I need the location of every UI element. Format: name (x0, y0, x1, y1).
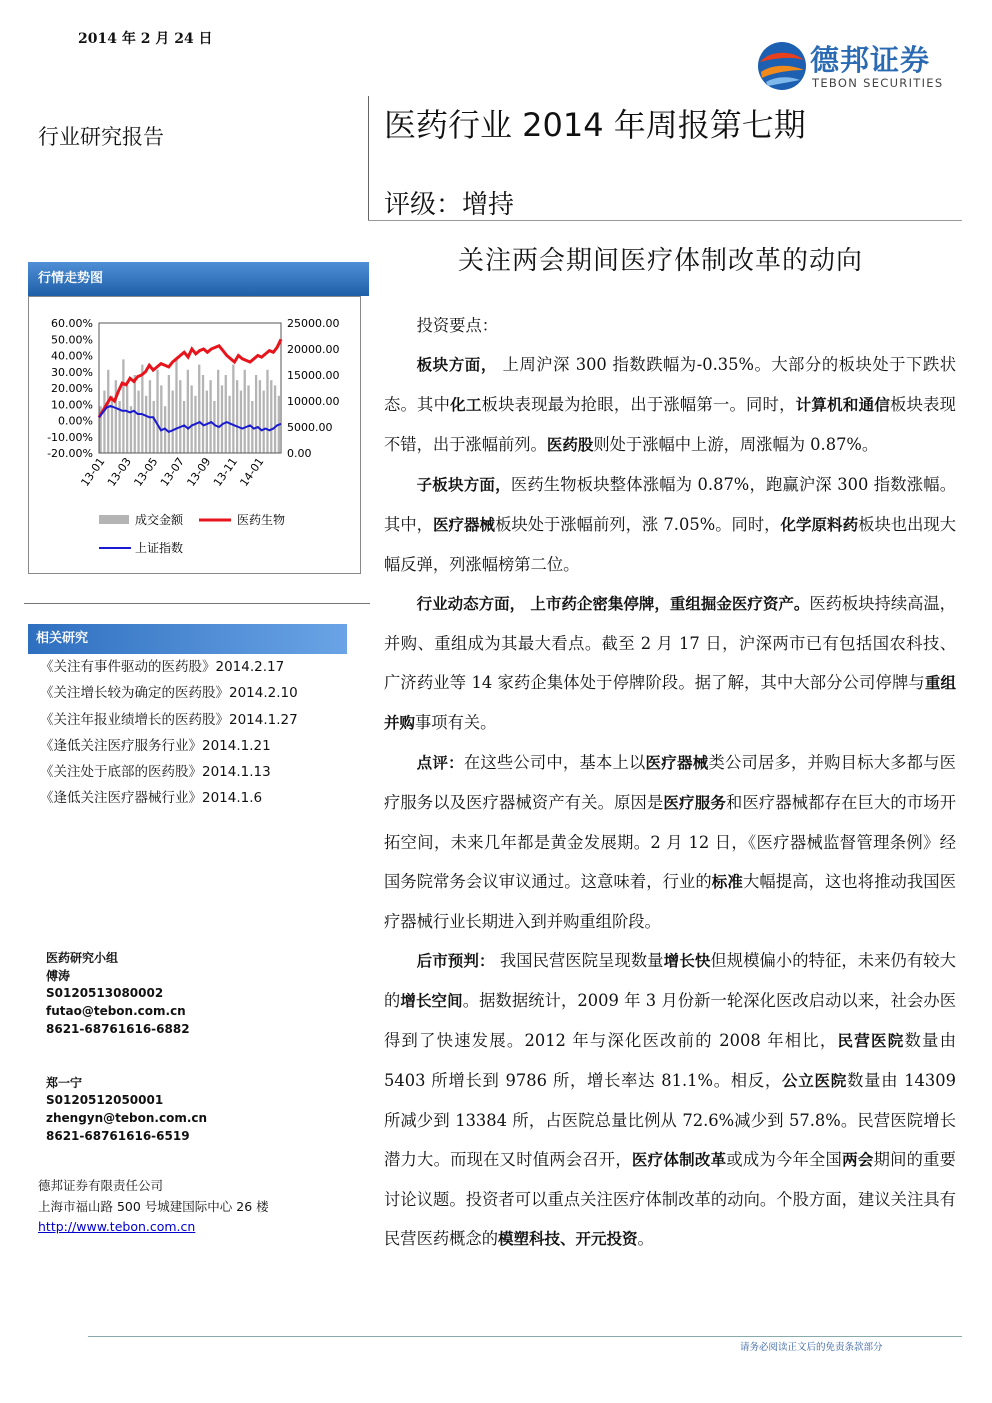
paragraph-subsector (384, 465, 956, 584)
volume-bar (160, 385, 162, 453)
x-tick-label: 14-01 (237, 455, 267, 489)
logo-text-en: TEBON SECURITIES (812, 76, 944, 90)
volume-bar (247, 385, 249, 453)
para-highlight: 标准 (711, 873, 744, 891)
legend-swatch-volume (99, 515, 129, 524)
footer-disclaimer: 请务必阅读正文后的免责条款部分 (740, 1342, 883, 1353)
para-text: 。 (637, 1229, 654, 1248)
report-date: 2014 年 2 月 24 日 (78, 31, 213, 47)
x-tick-label: 13-07 (157, 455, 187, 489)
para-text: 或成为今年全国 (726, 1150, 843, 1169)
y-left-tick-label: 0.00% (58, 414, 93, 428)
para-highlight: 增长空间 (400, 992, 463, 1010)
paragraph-outlook (384, 941, 956, 1259)
volume-bar (179, 380, 181, 453)
volume-bar (270, 380, 272, 453)
x-axis (78, 455, 266, 489)
sidebar-divider (24, 603, 370, 604)
para-highlight: 公立医院 (781, 1072, 848, 1090)
volume-bar (156, 370, 158, 453)
volume-bar (126, 385, 128, 453)
company-address: 上海市福山路 500 号城建国际中心 26 楼 (38, 1198, 269, 1214)
legend-label-volume: 成交金额 (135, 513, 184, 527)
para-lead: 子板块方面， (416, 476, 511, 494)
para-text: 。据数据统计，2009 年 3 月份新一轮深化医改启动以来，社会办医得到了快速发展。2012 年与深化医改前的 2008 年相比， (384, 991, 956, 1050)
trend-chart (28, 296, 361, 574)
volume-bar (103, 391, 105, 453)
paragraph-industry-news (384, 584, 956, 743)
header-divider-horizontal (368, 220, 962, 221)
para-highlight: 医疗体制改革 (631, 1151, 727, 1169)
para-highlight: 医药股 (546, 436, 594, 454)
y-right-tick-label: 20000.00 (287, 343, 340, 356)
legend-label-pharma: 医药生物 (237, 513, 286, 527)
related-item[interactable]: 《关注增长较为确定的医药股》2014.2.10 (40, 685, 298, 702)
report-body (384, 306, 956, 1259)
trend-chart-svg (29, 297, 360, 573)
paragraph-comment (384, 743, 956, 941)
company-logo (756, 36, 956, 96)
y-right-tick-label: 15000.00 (287, 369, 340, 382)
volume-bar (274, 385, 276, 453)
y-left-tick-label: 50.00% (51, 333, 93, 347)
rating: 评级：增持 (384, 190, 515, 220)
para-text: 数量由 5403 所增长到 9786 所，增长率达 81.1%。相反， (384, 1031, 956, 1090)
volume-bar (191, 385, 193, 453)
related-item[interactable]: 《逢低关注医疗器械行业》2014.1.6 (40, 790, 263, 807)
y-left-tick-label: 30.00% (51, 365, 93, 379)
volume-bar (259, 380, 261, 453)
y-left-tick-label: 40.00% (51, 349, 93, 363)
para-text: 和医疗器械都存在巨大的市场开拓空间，未来几年都是黄金发展期。2 月 12 日，《医疗器械监督管理条例》经国务院常务会议审议通过。这意味着，行业的 (384, 793, 956, 891)
para-highlight: 医疗服务 (663, 794, 727, 812)
analyst-spacer (46, 1039, 207, 1075)
y-axis-right (287, 317, 340, 460)
volume-bar (175, 359, 177, 453)
para-text: 期间的重要讨论议题。投资者可以重点关注医疗体制改革的动向。个股方面，建议关注具有民营医药概念的 (384, 1150, 956, 1248)
volume-bar (141, 365, 143, 453)
related-item[interactable]: 《关注有事件驱动的医药股》2014.2.17 (40, 659, 285, 675)
analyst-phone: 8621-68761616-6519 (46, 1128, 190, 1143)
related-item[interactable]: 《逢低关注医疗服务行业》2014.1.21 (40, 737, 271, 754)
team-name: 医药研究小组 (46, 951, 119, 965)
y-right-tick-label: 25000.00 (287, 317, 340, 330)
legend-label-index: 上证指数 (135, 541, 184, 555)
footer-divider (88, 1336, 962, 1337)
report-type: 行业研究报告 (38, 125, 164, 149)
y-left-tick-label: 10.00% (51, 398, 93, 412)
analyst-team (46, 950, 207, 1145)
y-left-tick-label: -10.00% (47, 430, 93, 444)
para-text: 数量由 14309 所减少到 13384 所，占医院总量比例从 72.6%减少到 57.8%。民营医院增长潜力大。而现在又时值两会召开， (384, 1071, 956, 1169)
volume-bar (122, 359, 124, 453)
page-title: 医药行业 2014 年周报第七期 (384, 106, 806, 144)
para-highlight: 两会 (842, 1151, 874, 1169)
para-text: 板块处于涨幅前列，涨 7.05%。同时， (495, 515, 781, 534)
related-item[interactable]: 《关注处于底部的医药股》2014.1.13 (40, 764, 271, 781)
company-name: 德邦证券有限责任公司 (38, 1178, 164, 1193)
para-text: 在这些公司中，基本上以 (463, 753, 646, 772)
para-highlight: 计算机和通信 (795, 396, 891, 414)
volume-bar (255, 375, 257, 453)
y-right-tick-label: 10000.00 (287, 395, 340, 408)
y-right-tick-label: 5000.00 (287, 421, 333, 434)
para-text: 医药板块持续高温，并购、重组成为其最大看点。截至 2 月 17 日，沪深两市已有包括国农科技、广济药业等 14 家药企集体处于停牌阶段。据了解，其中大部分公司停牌与 (384, 594, 956, 692)
volume-bar (209, 380, 211, 453)
analyst-name: 郑一宁 (46, 1075, 83, 1090)
x-tick-label: 13-01 (78, 455, 108, 489)
volume-bar (172, 391, 174, 453)
volume-bar (232, 365, 234, 453)
y-axis-left (47, 317, 93, 460)
volume-bar (134, 375, 136, 453)
page-subtitle: 关注两会期间医疗体制改革的动向 (458, 246, 864, 276)
para-highlight: 化工 (450, 396, 482, 414)
volume-bar (202, 375, 204, 453)
paragraph-sector (384, 345, 956, 465)
volume-bar (240, 391, 242, 453)
para-text: 板块表现最为抢眼，出于涨幅第一。同时， (481, 395, 796, 414)
volume-bar (168, 375, 170, 453)
company-website-link[interactable]: http://www.tebon.com.cn (38, 1219, 196, 1234)
related-research-list (40, 654, 298, 812)
volume-bar (137, 391, 139, 453)
para-highlight: 医疗器械 (432, 516, 496, 534)
volume-bar (266, 370, 268, 453)
para-highlight: 化学原料药 (780, 516, 859, 534)
para-highlight: 模塑科技、开元投资 (497, 1230, 638, 1248)
volume-bar (236, 380, 238, 453)
volume-bars (100, 359, 281, 453)
chart-legend (99, 512, 285, 555)
volume-bar (153, 401, 155, 453)
para-text: 但规模偏小的特征，未来仍有较大的 (384, 951, 956, 1010)
analyst-phone: 8621-68761616-6882 (46, 1021, 190, 1036)
analyst-email[interactable]: futao@tebon.com.cn (46, 1004, 186, 1019)
para-text: 类公司居多，并购目标大多都与医疗服务以及医疗器械资产有关。原因是 (384, 753, 956, 812)
x-tick-label: 13-05 (131, 455, 161, 489)
related-item[interactable]: 《关注年报业绩增长的医药股》2014.1.27 (40, 711, 298, 728)
volume-bar (115, 380, 117, 453)
y-left-tick-label: -20.00% (47, 447, 93, 460)
para-text: 医药生物板块整体涨幅为 0.87%，跑赢沪深 300 指数涨幅。其中， (384, 475, 956, 534)
y-left-tick-label: 20.00% (51, 382, 93, 395)
x-tick-label: 13-09 (184, 455, 214, 489)
volume-bar (206, 391, 208, 453)
volume-bar (145, 396, 147, 453)
para-lead: 板块方面， (416, 356, 497, 374)
intro-heading: 投资要点： (416, 316, 499, 335)
para-lead: 后市预判： (416, 952, 495, 970)
analyst-id: S0120512050001 (46, 1093, 164, 1108)
volume-bar (198, 365, 200, 453)
x-tick-label: 13-03 (104, 455, 134, 489)
volume-bar (111, 396, 113, 453)
para-text: 则处于涨幅中上游，周涨幅为 0.87%。 (593, 435, 879, 454)
volume-bar (213, 401, 215, 453)
trend-chart-header: 行情走势图 (28, 262, 369, 296)
para-lead: 点评： (416, 754, 464, 772)
logo-text-cn: 德邦证券 (810, 43, 931, 77)
para-highlight: 民营医院 (837, 1032, 905, 1050)
para-highlight: 增长快 (663, 952, 711, 970)
para-highlight: 医疗器械 (645, 754, 709, 772)
related-research-header: 相关研究 (28, 624, 347, 654)
volume-bar (187, 370, 189, 453)
para-text: 事项有关。 (415, 713, 497, 732)
volume-bar (225, 375, 227, 453)
volume-bar (221, 385, 223, 453)
para-text: 我国民营医院呈现数量 (499, 951, 664, 970)
y-left-tick-label: 60.00% (51, 317, 93, 330)
analyst-email[interactable]: zhengyn@tebon.com.cn (46, 1110, 208, 1125)
logo-globe-icon (756, 40, 808, 92)
company-info (38, 1176, 269, 1238)
para-highlight: 重组并购 (384, 674, 956, 732)
para-text: 板块也出现大幅反弹，列涨幅榜第二位。 (384, 515, 956, 574)
para-text: 上周沪深 300 指数跌幅为-0.35%。大部分的板块处于下跌状态。其中 (384, 355, 956, 414)
volume-bar (107, 370, 109, 453)
volume-bar (244, 370, 246, 453)
volume-bar (263, 391, 265, 453)
para-highlight: 上市药企密集停牌，重组掘金医疗资产。 (530, 595, 810, 613)
para-lead: 行业动态方面， (416, 595, 526, 613)
para-text: 板块表现不错，出于涨幅前列。 (384, 395, 956, 454)
analyst-name: 傅涛 (46, 968, 71, 983)
header-divider-vertical (368, 96, 369, 220)
volume-bar (217, 370, 219, 453)
x-tick-label: 13-11 (210, 455, 240, 489)
analyst-id: S0120513080002 (46, 986, 164, 1001)
y-right-tick-label: 0.00 (287, 447, 312, 460)
para-text: 大幅提高，这也将推动我国医疗器械行业长期进入到并购重组阶段。 (384, 872, 956, 931)
